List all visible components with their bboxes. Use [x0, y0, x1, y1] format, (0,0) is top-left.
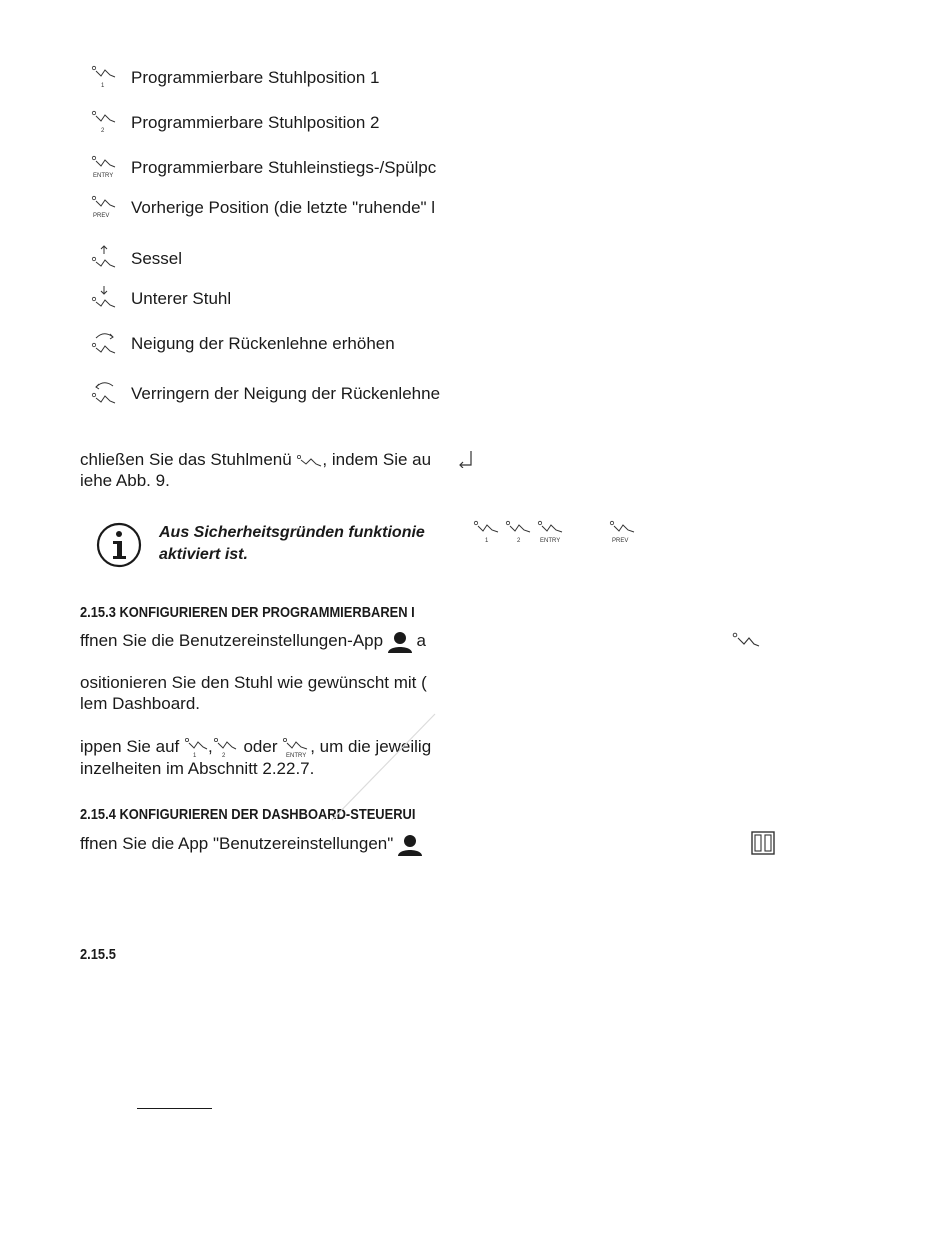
chair-position-label: Programmierbare Stuhleinstiegs-/Spülpc [131, 158, 437, 177]
step1-2154-text: ffnen Sie die App "Benutzereinstellungen" [80, 834, 394, 853]
chair-position-label: Programmierbare Stuhlposition 1 [131, 68, 380, 87]
chair-position-label: Vorherige Position (die letzte "ruhende" l [131, 198, 436, 217]
icon-tag-label: ENTRY [540, 538, 561, 544]
step3-or: oder [243, 737, 278, 756]
safety-note-icons [472, 518, 652, 548]
chair-lower-icon [90, 283, 118, 313]
see-figure-text: iehe Abb. 9. [80, 471, 170, 490]
step3-text-tail: , um die jeweilig [310, 737, 432, 756]
icon-tag-label: PREV [93, 213, 110, 219]
enter-key-icon [458, 450, 474, 468]
chair-position-label: Sessel [131, 249, 183, 268]
section-2153-step2-line2: lem Dashboard. [80, 694, 201, 713]
backrest-tilt-up-icon [90, 328, 118, 358]
chair-position-icon [536, 518, 566, 546]
icon-tag-label: 2 [517, 538, 521, 544]
close-menu-text-tail: , indem Sie au [322, 450, 432, 469]
chair-raise-icon [90, 243, 118, 273]
step3-sep: , [207, 737, 213, 756]
section-2153-step2-line1: ositionieren Sie den Stuhl wie gewünscht mit ( [80, 673, 427, 692]
svg-text:ENTRY: ENTRY [286, 752, 307, 759]
section-2154-heading: 2.15.4 KONFIGURIEREN DER DASHBOARD-STEUERUI [80, 806, 416, 823]
chair-position-label: Unterer Stuhl [131, 289, 232, 308]
chair-menu-icon [296, 454, 322, 468]
info-icon [96, 522, 142, 568]
section-2153-step1 [80, 630, 426, 653]
chair-position-icon [504, 518, 534, 546]
chair-position-1-inline-icon [184, 737, 208, 759]
chair-entry-inline-icon [282, 737, 310, 759]
safety-note-line2: aktiviert ist. [159, 546, 248, 563]
safety-note-line1: Aus Sicherheitsgründen funktionie [159, 524, 425, 541]
step1-text: ffnen Sie die Benutzereinstellungen-App [80, 631, 384, 650]
chair-position-label: Programmierbare Stuhlposition 2 [131, 113, 380, 132]
user-settings-icon [388, 631, 412, 653]
chair-position-label: Verringern der Neigung der Rückenlehne [131, 384, 441, 403]
section-2153-step3-line2: inzelheiten im Abschnitt 2.22.7. [80, 759, 315, 778]
svg-text:1: 1 [192, 752, 197, 759]
left-column [0, 0, 447, 1254]
chair-position-icon [472, 518, 502, 546]
close-menu-paragraph [80, 449, 431, 470]
section-2153-heading: 2.15.3 KONFIGURIEREN DER PROGRAMMIERBAREN I [80, 604, 415, 621]
icon-tag-label: 1 [101, 83, 105, 89]
user-settings-icon [398, 834, 422, 856]
chair-position-label: Neigung der Rückenlehne erhöhen [131, 334, 395, 353]
icon-tag-label: PREV [612, 538, 629, 544]
section-2154-step1 [80, 833, 422, 856]
step1-text-tail: a [416, 631, 427, 650]
chair-position-2-icon [90, 107, 118, 137]
chair-entry-icon [90, 152, 118, 182]
step3-text: ippen Sie auf [80, 737, 180, 756]
chair-position-icon [608, 518, 638, 546]
backrest-tilt-down-icon [90, 378, 118, 408]
chair-prev-icon [90, 192, 118, 222]
footnote-rule [137, 1108, 212, 1109]
dashboard-control-icon [751, 831, 775, 855]
chair-menu-right-icon [732, 632, 760, 650]
icon-tag-label: 1 [485, 538, 489, 544]
chair-position-1-icon [90, 62, 118, 92]
page-fold-line [330, 712, 440, 822]
icon-tag-label: ENTRY [93, 173, 114, 179]
close-menu-text: chließen Sie das Stuhlmenü [80, 450, 292, 469]
icon-tag-label: 2 [101, 128, 105, 134]
section-2155-heading: 2.15.5 [80, 946, 116, 963]
chair-position-2-inline-icon [213, 737, 239, 759]
svg-text:2: 2 [221, 752, 226, 759]
